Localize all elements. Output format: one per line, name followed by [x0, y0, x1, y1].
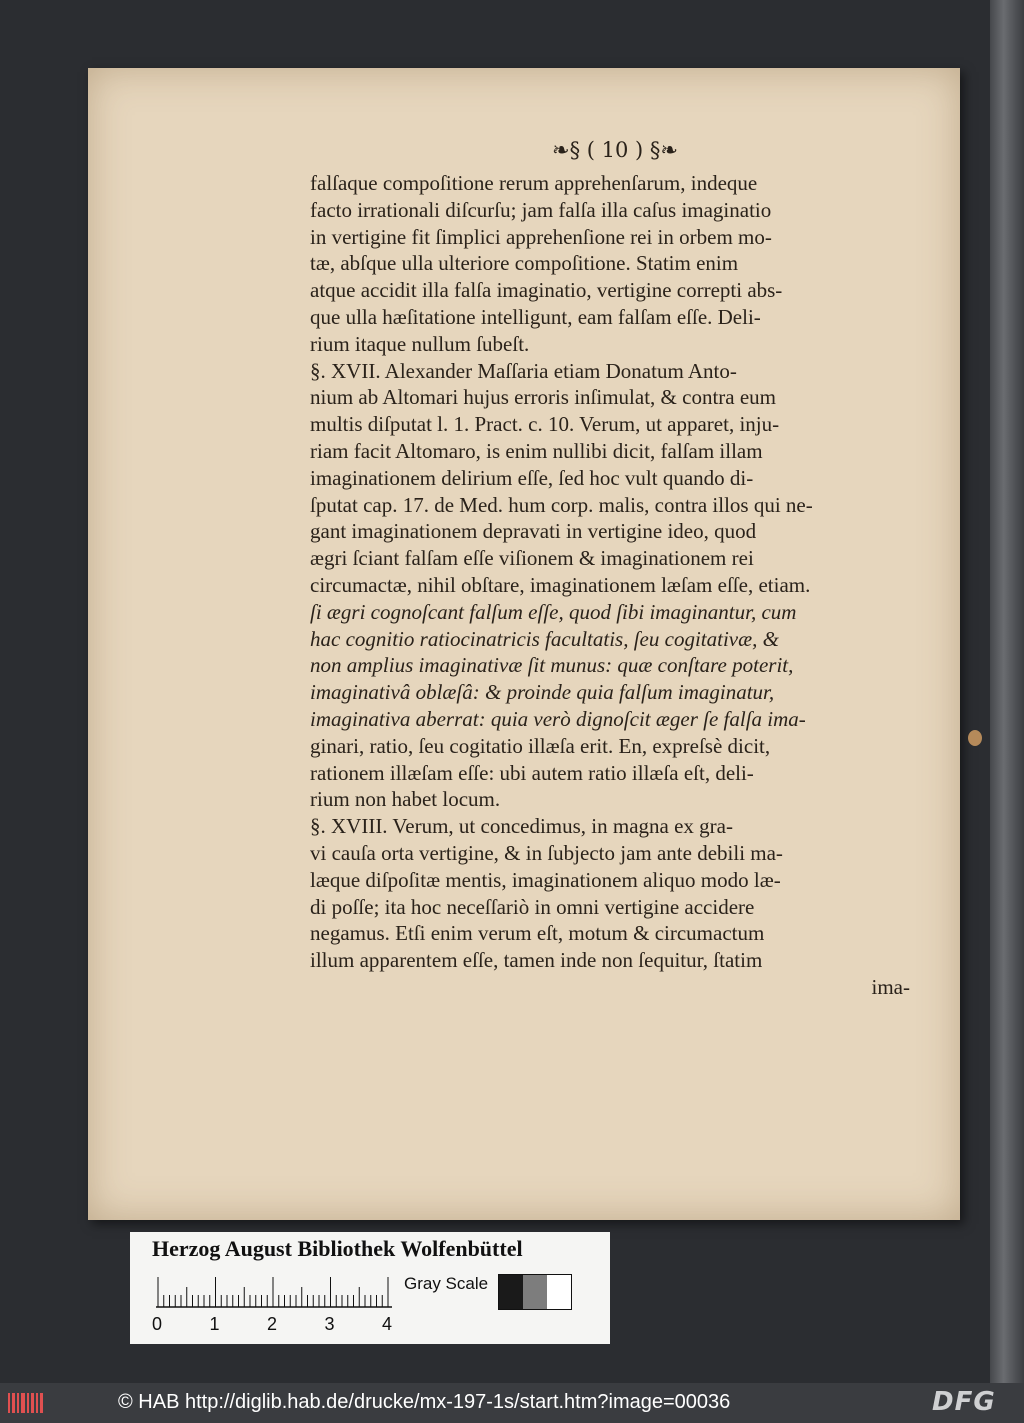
text-line: rationem illæſam eſſe: ubi autem ratio illæſa eſt, deli- — [310, 760, 754, 785]
text-line: tæ, abſque ulla ulteriore compoſitione. Statim enim — [310, 251, 739, 276]
text-line: imaginationem delirium eſſe, ſed hoc vult quando di- — [310, 465, 754, 490]
text-line: §. XVII. Alexander Maſſaria etiam Donatum Anto- — [310, 358, 737, 383]
text-line: ſputat cap. 17. de Med. hum corp. malis, contra illos qui ne- — [310, 492, 813, 517]
barcode-icon — [8, 1391, 44, 1415]
text-line: rium itaque nullum ſubeſt. — [310, 331, 530, 356]
gray-swatch — [499, 1275, 523, 1309]
text-line: negamus. Etſi enim verum eſt, motum & circumactum — [310, 921, 765, 946]
ruler-number: 4 — [382, 1314, 393, 1334]
text-line: ginari, ratio, ſeu cogitatio illæſa erit. En, expreſsè dicit, — [310, 733, 771, 758]
text-line: riam facit Altomaro, is enim nullibi dicit, falſam illam — [310, 438, 763, 463]
text-line: imaginativa aberrat: quia verò dignoſcit æger ſe falſa ima- — [310, 706, 806, 731]
page-text — [310, 170, 910, 1001]
viewer-footer — [0, 1383, 1024, 1423]
dfg-logo — [932, 1387, 996, 1417]
text-line: §. XVIII. Verum, ut concedimus, in magna ex gra- — [310, 814, 733, 839]
text-line: læque diſpoſitæ mentis, imaginationem aliquo modo læ- — [310, 867, 781, 892]
gray-swatch — [547, 1275, 571, 1309]
text-line: multis diſputat l. 1. Pract. c. 10. Verum, ut apparet, inju- — [310, 412, 780, 437]
text-line: que ulla hæſitatione intelligunt, eam falſam eſſe. Deli- — [310, 304, 761, 329]
ruler-number: 1 — [209, 1314, 220, 1334]
text-line: ægri ſciant falſam eſſe viſionem & imaginationem rei — [310, 546, 754, 571]
text-line: rium non habet locum. — [310, 787, 501, 812]
text-line: falſaque compoſitione rerum apprehenſarum, indeque — [310, 171, 758, 195]
ruler-numbers — [152, 1314, 412, 1338]
library-label — [130, 1232, 610, 1344]
catchword: ima- — [871, 974, 910, 999]
text-line: circumactæ, nihil obſtare, imaginationem læſam eſſe, etiam. — [310, 572, 811, 597]
text-line: ſi ægri cognoſcant falſum eſſe, quod ſibi imaginantur, cum — [310, 599, 797, 624]
ruler-number: 0 — [152, 1314, 163, 1334]
text-line: nium ab Altomari hujus erroris inſimulat, & contra eum — [310, 385, 776, 410]
copyright-url[interactable]: © HAB http://diglib.hab.de/drucke/mx-197-1s/start.htm?image=00036 — [118, 1391, 731, 1413]
gray-scale-swatches — [498, 1274, 572, 1310]
text-line: imaginativâ oblæſâ: & proinde quia falſum imaginatur, — [310, 680, 775, 705]
text-line: facto irrationali diſcurſu; jam falſa illa caſus imaginatio — [310, 197, 772, 222]
text-line: di poſſe; ita hoc neceſſariò in omni vertigine accidere — [310, 894, 755, 919]
text-line: vi cauſa orta vertigine, & in ſubjecto jam ante debili ma- — [310, 840, 783, 865]
ruler-scale — [156, 1276, 392, 1308]
text-line: atque accidit illa falſa imaginatio, vertigine correpti abs- — [310, 278, 783, 303]
gray-swatch — [523, 1275, 547, 1309]
library-name: Herzog August Bibliothek Wolfenbüttel — [152, 1236, 523, 1261]
text-line: hac cognitio ratiocinatricis facultatis, ſeu cogitativæ, & — [310, 626, 779, 651]
page-stain — [968, 730, 982, 746]
text-line: in vertigine fit ſimplici apprehenſione rei in orbem mo- — [310, 224, 772, 249]
text-line: illum apparentem eſſe, tamen inde non ſequitur, ſtatim — [310, 948, 763, 973]
ruler-number: 2 — [267, 1314, 278, 1334]
book-edge — [990, 0, 1024, 1383]
dfg-logo-text: DFG — [932, 1387, 996, 1417]
ruler-number: 3 — [324, 1314, 335, 1334]
text-line: non amplius imaginativæ ſit munus: quæ conſtare poterit, — [310, 653, 794, 678]
text-line: gant imaginationem depravati in vertigine ideo, quod — [310, 519, 757, 544]
gray-scale-label: Gray Scale — [404, 1274, 489, 1293]
page-header: ❧§ ( 10 ) §❧ — [552, 138, 678, 162]
